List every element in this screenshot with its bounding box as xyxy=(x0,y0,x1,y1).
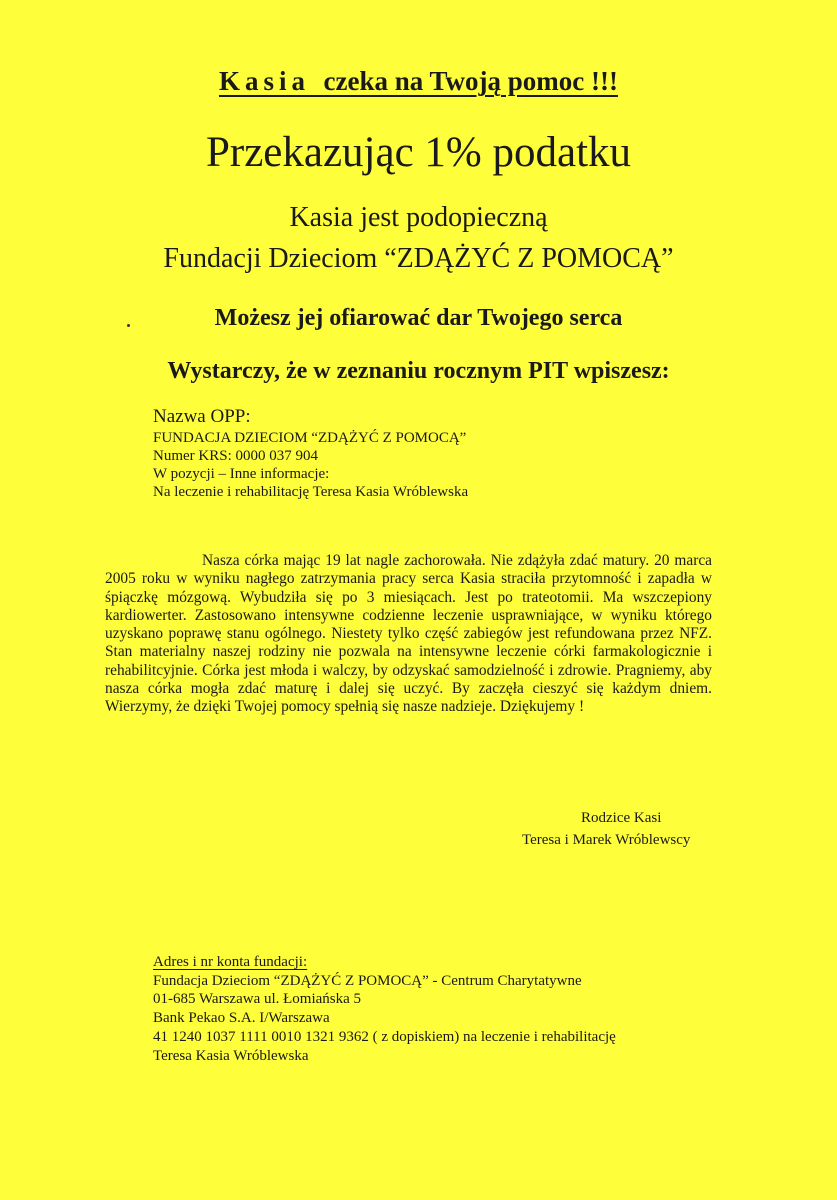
page-title: Przekazując 1% podatku xyxy=(205,129,632,176)
story-paragraph: Nasza córka mając 19 lat nagle zachorowała. Nie zdążyła zdać matury. 20 marca 2005 roku w wyniku nagłego zatrzymania pracy serca Kasia straciła przytomność i zapadła w śpiączkę mózgową. Wybudziła się po 3 miesiącach. Jest po trateotomii. Ma wszczepiony kardiowerter. Zastosowano intensywne codzienne leczenie usprawniające, w wyniku którego uzyskano poprawę stanu ogólnego. Niestety tylko część zabiegów jest refundowana przez NFZ. Stan materialny naszej rodziny nie pozwala na intensywne leczenie córki farmakologicznie i rehabilitcyjnie. Córka jest młoda i walczy, by odzyskać samodzielność i zdrowie. Pragniemy, aby nasza córka mogła zdać maturę i dalej się uczyć. By zaczęła cieszyć się każdym dniem. Wierzymy, że dzięki Twojej pomocy spełnią się nasze nadzieje. Dziękujemy ! xyxy=(105,552,712,716)
address-account: 41 1240 1037 1111 0010 1321 9362 ( z dopiskiem) na leczenie i rehabilitację xyxy=(153,1028,616,1045)
appeal-text: Możesz jej ofiarować dar Twojego serca xyxy=(214,305,623,331)
address-bank: Bank Pekao S.A. I/Warszawa xyxy=(153,1010,330,1027)
address-heading: Adres i nr konta fundacji: xyxy=(153,954,308,970)
address-block xyxy=(153,953,616,1065)
opp-krs: Numer KRS: 0000 037 904 xyxy=(153,448,318,464)
opp-name: FUNDACJA DZIECIOM “ZDĄŻYĆ Z POMOCĄ” xyxy=(153,430,467,446)
signature-line2: Teresa i Marek Wróblewscy xyxy=(522,832,691,848)
instruction-text: Wystarczy, że w zeznaniu rocznym PIT wpiszesz: xyxy=(167,358,670,384)
signature-line1: Rodzice Kasi xyxy=(581,810,662,826)
headline-rest: czeka na Twoją pomoc !!! xyxy=(323,66,618,96)
address-street: 01-685 Warszawa ul. Łomiańska 5 xyxy=(153,991,362,1008)
opp-details xyxy=(153,405,468,501)
subtitle-line1: Kasia jest podopieczną xyxy=(289,202,548,233)
address-beneficiary: Teresa Kasia Wróblewska xyxy=(153,1047,309,1064)
opp-position: W pozycji – Inne informacje: xyxy=(153,466,330,482)
address-org: Fundacja Dzieciom “ZDĄŻYĆ Z POMOCĄ” - Centrum Charytatywne xyxy=(153,972,582,989)
headline xyxy=(0,64,837,98)
subtitle-line2: Fundacji Dzieciom “ZDĄŻYĆ Z POMOCĄ” xyxy=(163,243,674,274)
opp-purpose: Na leczenie i rehabilitację Teresa Kasia Wróblewska xyxy=(153,484,469,500)
opp-label: Nazwa OPP: xyxy=(153,406,251,427)
headline-name: Kasia xyxy=(219,66,311,96)
